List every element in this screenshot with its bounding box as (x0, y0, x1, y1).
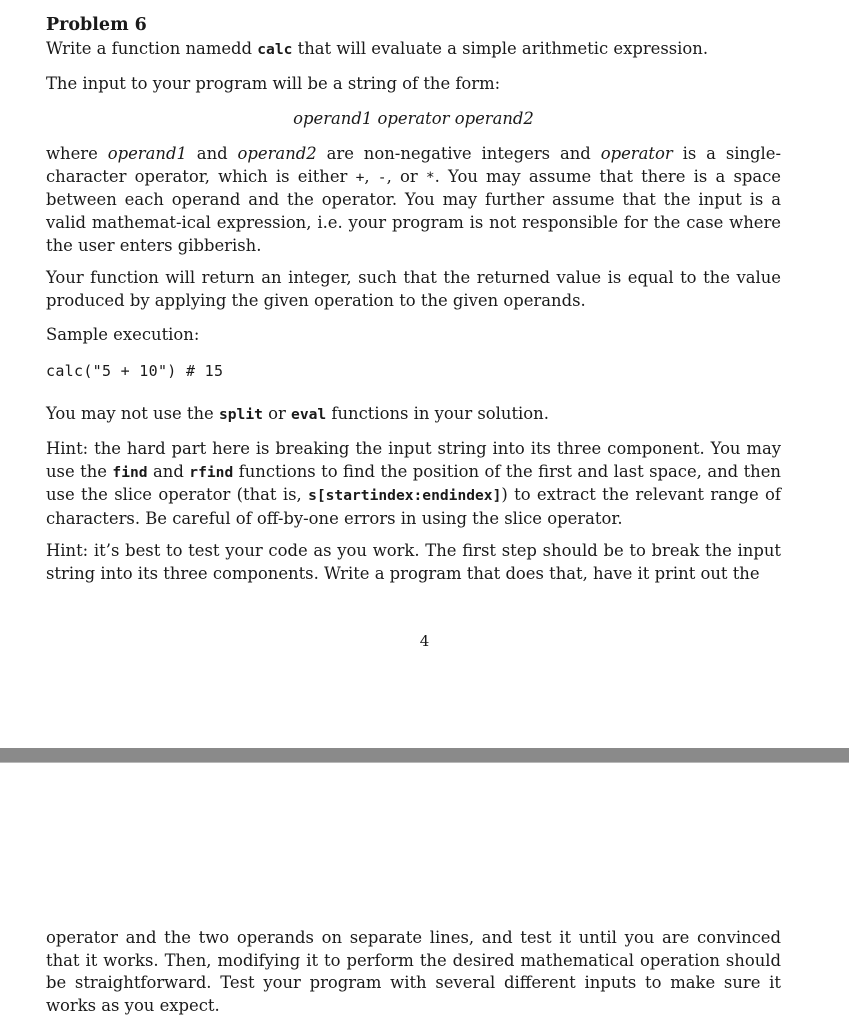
operator-term: operator (600, 144, 673, 163)
hint-paragraph-2: Hint: it’s best to test your code as you work. The first step should be to break the input string into its three components. Write a program that does that, have it print out the (46, 541, 781, 583)
text: functions to find the position of the first and last space, and then use the slice operator (that is, (46, 461, 781, 505)
page-lower (0, 762, 849, 1024)
text: where (46, 144, 108, 163)
split-code: split (218, 406, 263, 423)
operands-paragraph (46, 143, 781, 258)
intro-text-end: that will evaluate a simple arithmetic expression. (292, 39, 709, 58)
minus-code: - (377, 168, 387, 186)
operand1-term: operand1 (107, 144, 187, 163)
text: functions in your solution. (326, 404, 549, 423)
text: You may not use the (46, 404, 219, 423)
restriction-paragraph (46, 403, 781, 427)
text: , or (386, 166, 426, 186)
operand2-term: operand2 (237, 144, 317, 163)
text: ) to extract the relevant range of characters. Be careful of off-by-one errors in using the slice operator. (46, 485, 781, 529)
page-number: 4 (419, 632, 430, 650)
text: are non-negative integers and (316, 144, 601, 163)
text: is a single-character operator, which is either (46, 144, 781, 186)
page-divider (0, 748, 849, 763)
sample-label: Sample execution: (46, 325, 200, 344)
eval-code: eval (291, 406, 327, 423)
text: . You may assume that there is a space between each operand and the operator. You may further assume that the input is a valid mathemat-ical expression, i.e. your program is not responsible for the case where the user enters gibberish. (46, 166, 782, 255)
times-code: * (425, 168, 435, 186)
form-operand2: operand2 (454, 109, 534, 128)
expression-form (46, 108, 781, 131)
text: or (262, 404, 292, 423)
continuation-paragraph: operator and the two operands on separate lines, and test it until you are convinced that it works. Then, modifying it to perform the desired mathematical operation should be straightforward. Test your program with several different inputs to make sure it works as you expect. (46, 928, 781, 1016)
slice-code: s[startindex:endindex] (308, 487, 502, 505)
text: and (147, 461, 190, 481)
plus-code: + (355, 168, 365, 186)
find-code: find (112, 463, 148, 481)
intro-paragraph (46, 38, 781, 62)
text: Hint: the hard part here is breaking the input string into its three component. You may use the (46, 439, 781, 481)
input-description: The input to your program will be a string of the form: (46, 74, 501, 93)
intro-text: Write a function namedd (46, 39, 258, 58)
rfind-code: rfind (189, 463, 234, 481)
calc-code: calc (257, 41, 293, 58)
problem-title: Problem 6 (46, 15, 147, 35)
text: and (186, 144, 238, 163)
sample-code: calc("5 + 10") # 15 (46, 362, 224, 380)
form-operand1: operand1 (293, 109, 373, 128)
form-operator: operator (377, 109, 450, 128)
return-paragraph: Your function will return an integer, such that the returned value is equal to the value produced by applying the given operation to the given operands. (46, 268, 781, 310)
text: , (364, 166, 378, 186)
hint-paragraph-1 (46, 438, 781, 531)
